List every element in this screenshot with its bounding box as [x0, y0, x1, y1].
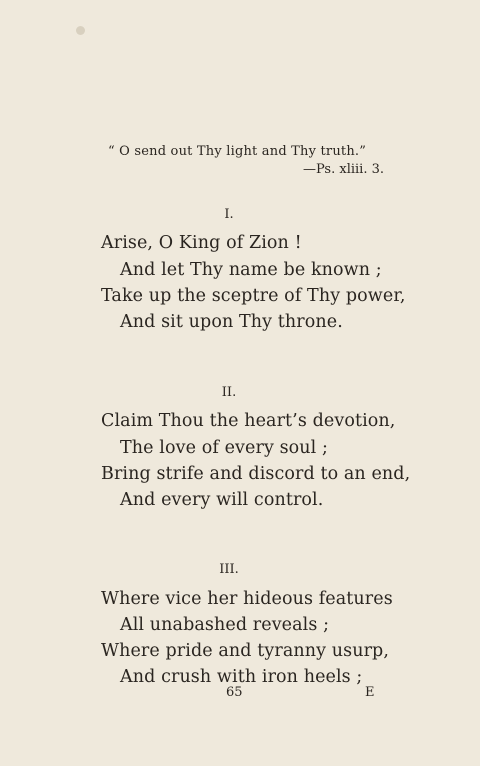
page-number: 65 [226, 685, 243, 700]
poem-line: Take up the sceptre of Thy power, [101, 286, 406, 306]
signature-mark: E [365, 685, 375, 700]
epigraph-reference: —Ps. xliii. 3. [303, 162, 384, 177]
paper-speck [76, 26, 85, 35]
poem-line: And sit upon Thy throne. [120, 312, 343, 332]
poem-line: All unabashed reveals ; [120, 615, 330, 635]
stanza-numeral-3: III. [219, 562, 239, 577]
poem-line: And crush with iron heels ; [120, 667, 363, 687]
poem-line: Where vice her hideous features [101, 589, 393, 609]
epigraph-quote: “ O send out Thy light and Thy truth.” [108, 144, 367, 159]
poem-line: Arise, O King of Zion ! [101, 233, 302, 253]
poem-line: And let Thy name be known ; [120, 260, 382, 280]
stanza-numeral-2: II. [221, 385, 237, 400]
poem-line: Where pride and tyranny usurp, [101, 641, 390, 661]
poem-line: And every will control. [120, 490, 324, 510]
poem-line: Bring strife and discord to an end, [101, 464, 411, 484]
poem-line: Claim Thou the heart’s devotion, [101, 411, 396, 431]
poem-line: The love of every soul ; [120, 438, 329, 458]
stanza-numeral-1: I. [224, 207, 234, 222]
